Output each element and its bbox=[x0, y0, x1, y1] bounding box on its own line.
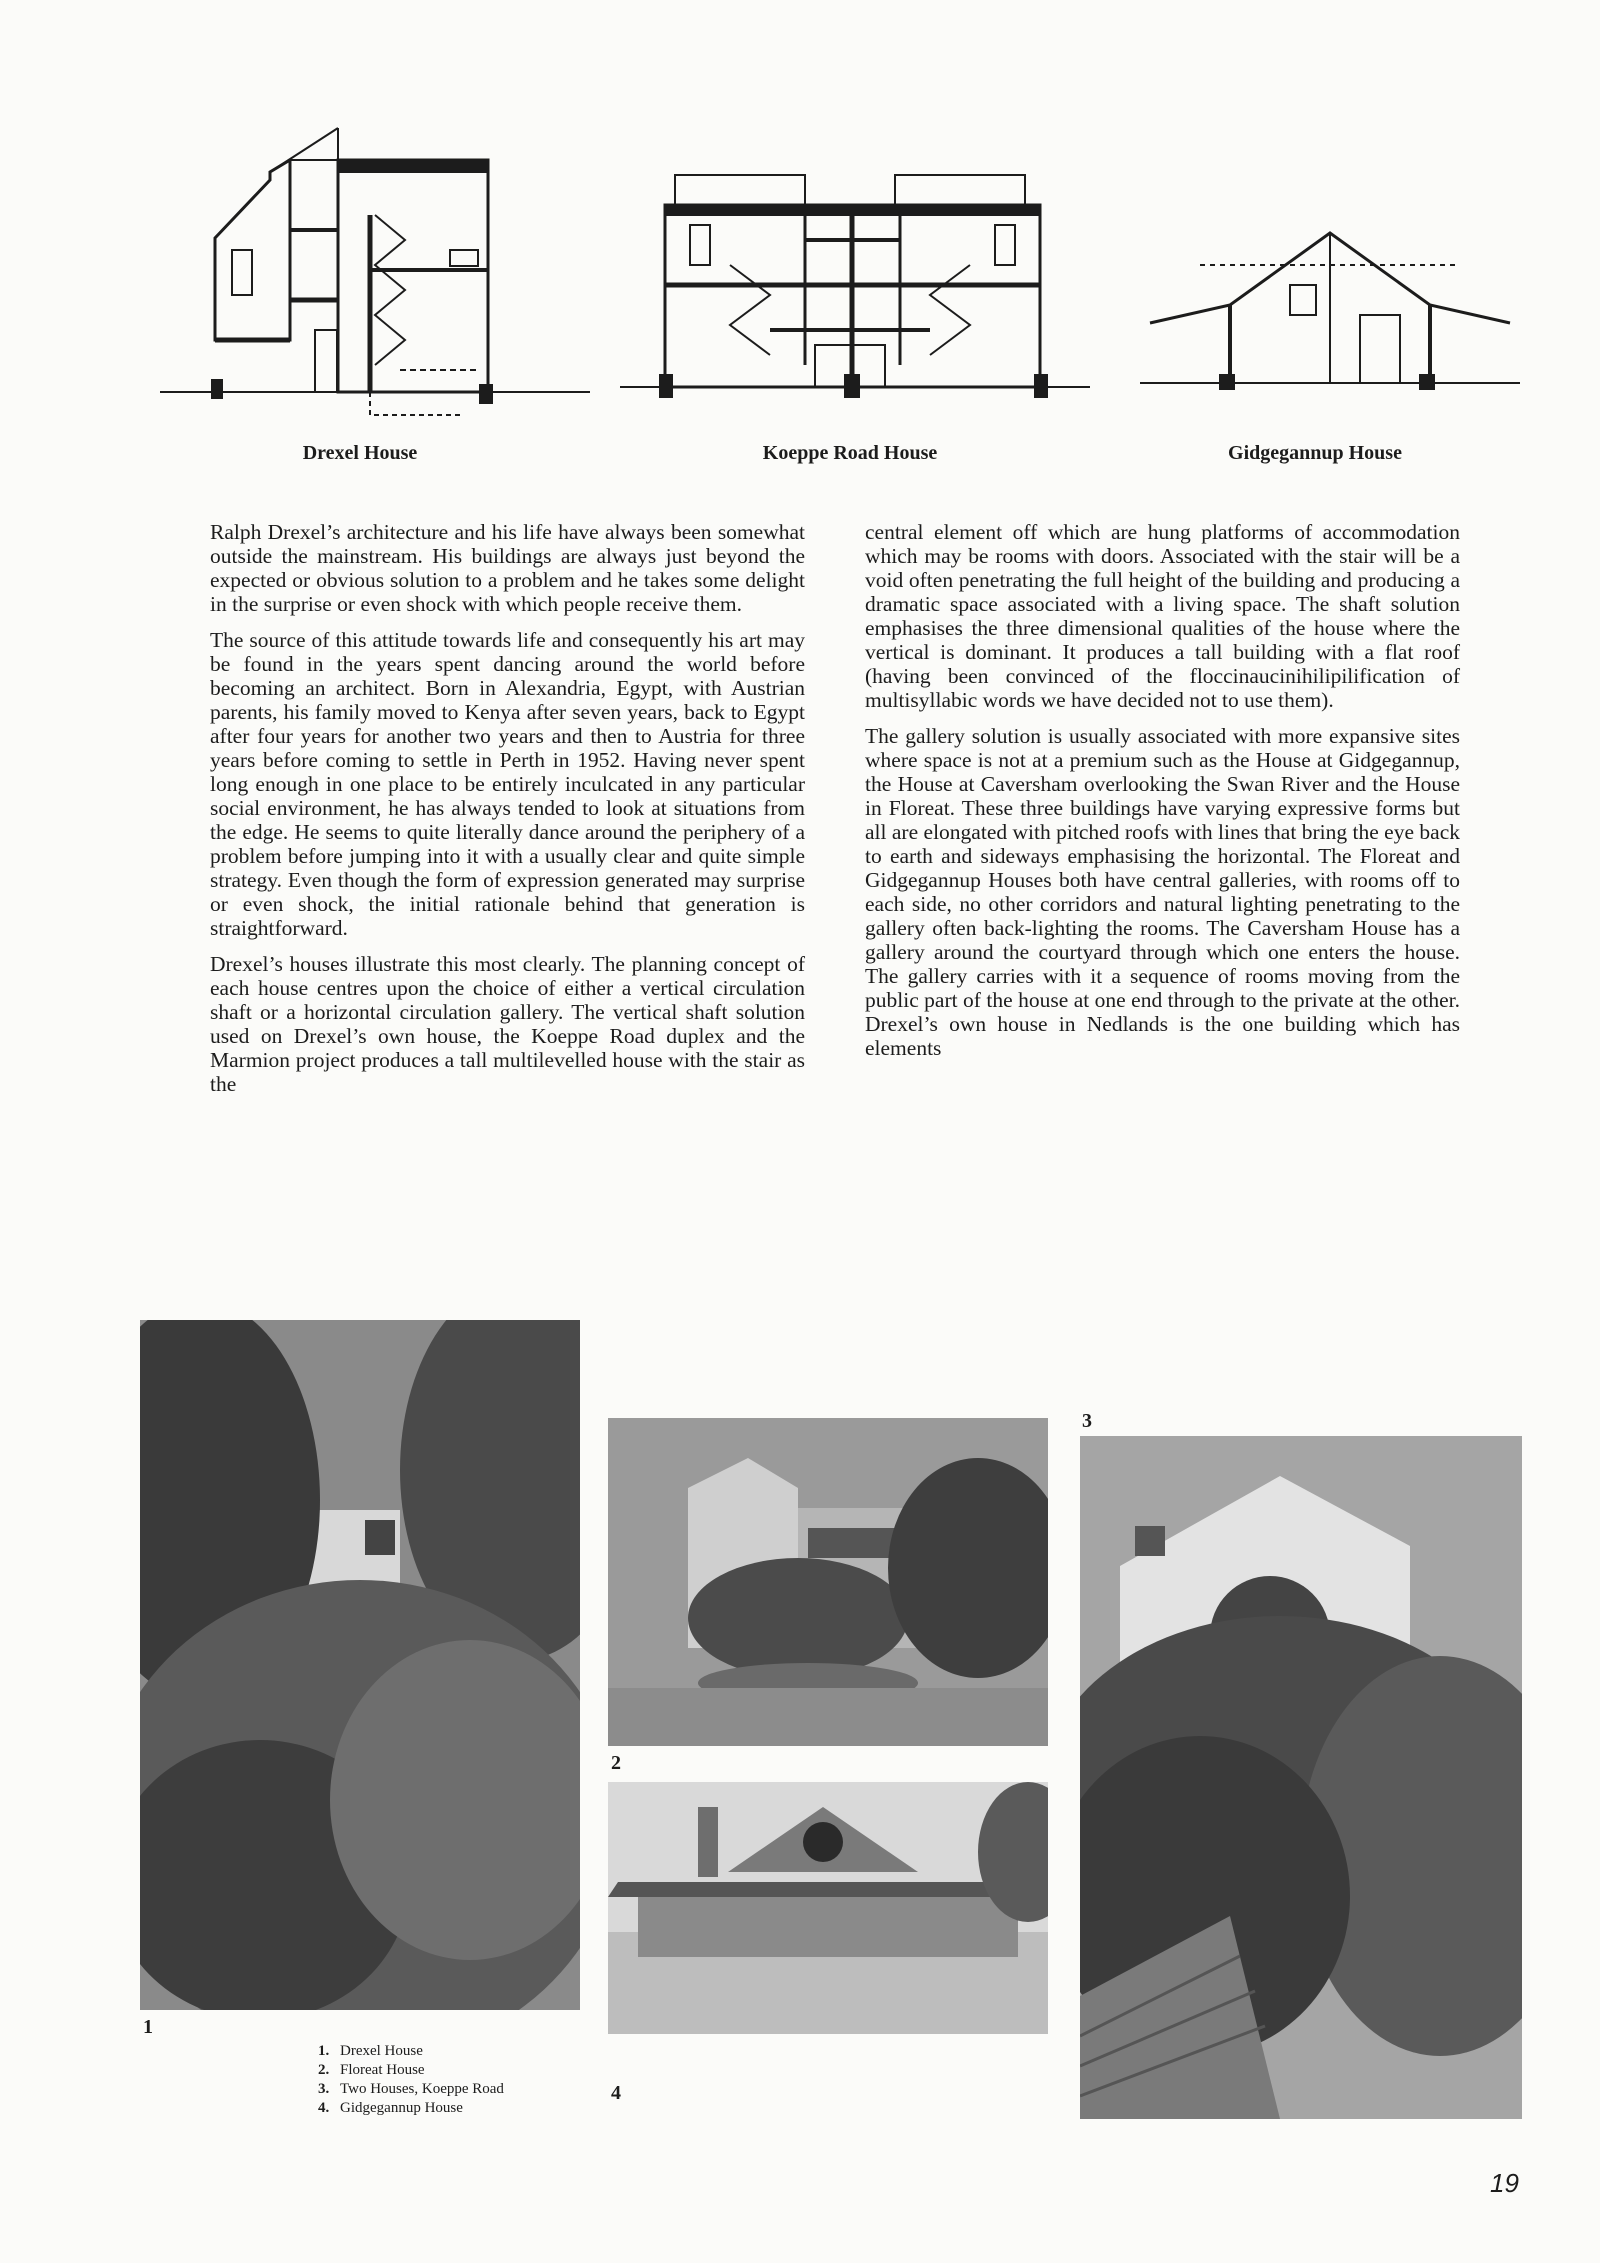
legend-item: 1. Drexel House bbox=[318, 2043, 423, 2059]
photo-number-4: 4 bbox=[611, 2082, 621, 2104]
text-column-left bbox=[210, 520, 805, 1108]
photo-two-houses-koeppe-road bbox=[1080, 1436, 1522, 2119]
legend-item: 4. Gidgegannup House bbox=[318, 2100, 463, 2116]
gidgegannup-house-section-drawing bbox=[1140, 225, 1520, 395]
paragraph: The gallery solution is usually associated with more expansive sites where space is not at a premium such as the House at Gidgegannup, the House at Caversham overlooking the Swan River and the House in Floreat. These three buildings have varying expressive forms but all are elongated with pitched roofs with lines that bring the eye back to earth and sideways emphasising the horizontal. The Floreat and Gidgegannup Houses both have central galleries, with rooms off to each side, no other corridors and natural lighting penetrating to the gallery often back-lighting the rooms. The Caversham House has a gallery around the courtyard through which one enters the house. The gallery carries with it a sequence of rooms moving from the public part of the house at one end through to the private at the other. Drexel’s own house in Nedlands is the one building which has elements bbox=[865, 724, 1460, 1060]
drexel-house-caption: Drexel House bbox=[302, 442, 418, 464]
legend-item: 2. Floreat House bbox=[318, 2062, 425, 2078]
photo-floreat-house bbox=[608, 1418, 1048, 1746]
legend-item: 3. Two Houses, Koeppe Road bbox=[318, 2081, 504, 2097]
koeppe-road-house-section-drawing bbox=[620, 165, 1090, 415]
paragraph: Drexel’s houses illustrate this most clearly. The planning concept of each house centres upon the choice of either a vertical circulation shaft or a horizontal circulation gallery. The vertical shaft solution used on Drexel’s own house, the Koeppe Road duplex and the Marmion project produces a tall multilevelled house with the stair as the bbox=[210, 952, 805, 1096]
gidgegannup-house-caption: Gidgegannup House bbox=[1228, 442, 1402, 464]
text-column-right bbox=[865, 520, 1460, 1072]
photo-drexel-house bbox=[140, 1320, 580, 2010]
photo-gidgegannup-house bbox=[608, 1782, 1048, 2034]
page-number: 19 bbox=[1490, 2168, 1519, 2198]
photo-number-1: 1 bbox=[143, 2016, 153, 2038]
koeppe-road-house-caption: Koeppe Road House bbox=[762, 442, 938, 464]
photo-number-2: 2 bbox=[611, 1752, 621, 1774]
paragraph: The source of this attitude towards life and consequently his art may be found in the years spent dancing around the world before becoming an architect. Born in Alexandria, Egypt, with Austrian parents, his family moved to Kenya after seven years, back to Egypt after four years for another two years and then to Austria for three years before coming to settle in Perth in 1952. Having never spent long enough in one place to be entirely inculcated in any particular social environment, he has always tended to look at situations from the edge. He seems to quite literally dance around the periphery of a problem before jumping into it with a usually clear and quite simple strategy. Even though the form of expression generated may surprise or even shock, the initial rationale behind that generation is straightforward. bbox=[210, 628, 805, 940]
drexel-house-section-drawing bbox=[160, 120, 590, 420]
paragraph: Ralph Drexel’s architecture and his life have always been somewhat outside the mainstream. His buildings are always just beyond the expected or obvious solution to a problem and he takes some delight in the surprise or even shock with which people receive them. bbox=[210, 520, 805, 616]
photo-legend bbox=[318, 2042, 504, 2118]
photo-number-3: 3 bbox=[1082, 1410, 1092, 1432]
paragraph: central element off which are hung platforms of accommodation which may be rooms with doors. Associated with the stair will be a void often penetrating the full height of the building and producing a dramatic space associated with a living space. The shaft solution emphasises the three dimensional qualities of the house where the vertical is dominant. It produces a tall building with a flat roof (having been convinced of the floccinaucinihilipilification of multisyllabic words we have decided not to use them). bbox=[865, 520, 1460, 712]
